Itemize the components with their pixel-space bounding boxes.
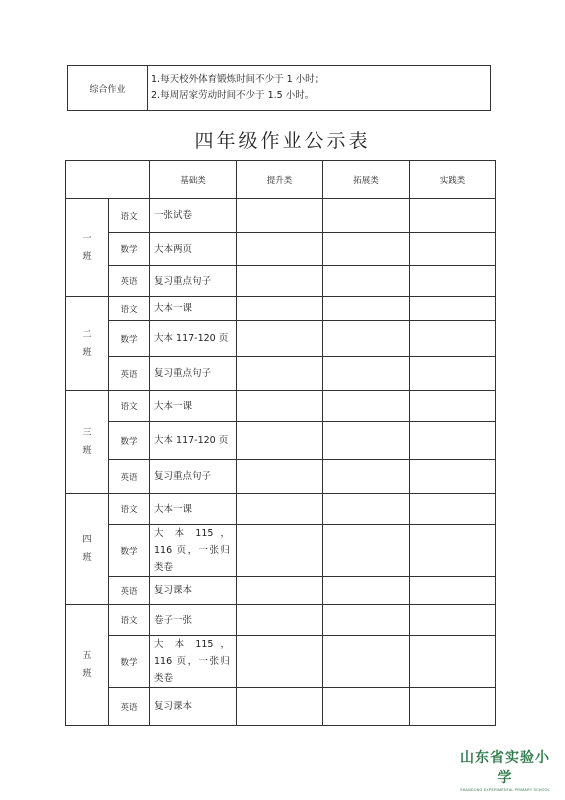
improve-homework-cell: [237, 297, 323, 321]
header-cell: 基础类: [150, 161, 237, 199]
header-row: [66, 161, 496, 199]
basic-homework-cell: 大 本 115 ， 116 页，一张归类卷: [150, 636, 237, 688]
practice-homework-cell: [410, 422, 496, 460]
practice-homework-cell: [410, 688, 496, 726]
extend-homework-cell: [323, 494, 410, 525]
table-row: [66, 636, 496, 688]
table-row: [66, 422, 496, 460]
subject-cell: 语文: [109, 297, 150, 321]
improve-homework-cell: [237, 199, 323, 233]
extend-homework-cell: [323, 233, 410, 266]
table-row: [66, 391, 496, 422]
improve-homework-cell: [237, 422, 323, 460]
practice-homework-cell: [410, 199, 496, 233]
school-name-cn: 山东省实验小学: [460, 750, 550, 786]
basic-homework-cell: 大本 117-120 页: [150, 422, 237, 460]
practice-homework-cell: [410, 577, 496, 605]
improve-homework-cell: [237, 525, 323, 577]
extend-homework-cell: [323, 357, 410, 391]
basic-homework-cell: 卷子一张: [150, 605, 237, 636]
basic-homework-cell: 大本一课: [150, 391, 237, 422]
subject-cell: 数学: [109, 422, 150, 460]
subject-cell: 英语: [109, 577, 150, 605]
basic-homework-cell: 一张试卷: [150, 199, 237, 233]
improve-homework-cell: [237, 688, 323, 726]
subject-cell: 数学: [109, 525, 150, 577]
improve-homework-cell: [237, 233, 323, 266]
extend-homework-cell: [323, 636, 410, 688]
basic-homework-cell: 大本一课: [150, 494, 237, 525]
header-corner: [66, 161, 150, 199]
practice-homework-cell: [410, 297, 496, 321]
subject-cell: 数学: [109, 233, 150, 266]
class-name: 一 班: [66, 199, 109, 297]
practice-homework-cell: [410, 233, 496, 266]
practice-homework-cell: [410, 460, 496, 494]
subject-cell: 语文: [109, 605, 150, 636]
improve-homework-cell: [237, 460, 323, 494]
basic-homework-cell: 大 本 115 ， 116 页，一张归类卷: [150, 525, 237, 577]
practice-homework-cell: [410, 636, 496, 688]
table-row: [66, 460, 496, 494]
extend-homework-cell: [323, 525, 410, 577]
practice-homework-cell: [410, 494, 496, 525]
basic-homework-cell: 大本两页: [150, 233, 237, 266]
extend-homework-cell: [323, 266, 410, 297]
extend-homework-cell: [323, 297, 410, 321]
school-name-en: SHANDONG EXPERIMENTAL PRIMARY SCHOOL: [460, 788, 550, 792]
table-row: [66, 297, 496, 321]
practice-homework-cell: [410, 525, 496, 577]
extend-homework-cell: [323, 391, 410, 422]
subject-cell: 数学: [109, 321, 150, 357]
subject-cell: 语文: [109, 494, 150, 525]
subject-cell: 语文: [109, 199, 150, 233]
table-row: [66, 605, 496, 636]
table-row: [66, 321, 496, 357]
table-row: [66, 494, 496, 525]
header-cell: 实践类: [410, 161, 496, 199]
comprehensive-homework-content: [148, 66, 491, 111]
subject-cell: 英语: [109, 266, 150, 297]
extend-homework-cell: [323, 605, 410, 636]
homework-table: [65, 160, 496, 726]
class-name: 二 班: [66, 297, 109, 391]
improve-homework-cell: [237, 321, 323, 357]
header-cell: 拓展类: [323, 161, 410, 199]
table-row: [66, 577, 496, 605]
subject-cell: 语文: [109, 391, 150, 422]
page-title: 四年级作业公示表: [194, 130, 371, 152]
class-name: 三 班: [66, 391, 109, 494]
improve-homework-cell: [237, 357, 323, 391]
basic-homework-cell: 复习课本: [150, 577, 237, 605]
school-logo: [455, 747, 555, 792]
improve-homework-cell: [237, 577, 323, 605]
extend-homework-cell: [323, 577, 410, 605]
basic-homework-cell: 大本一课: [150, 297, 237, 321]
table-row: [66, 525, 496, 577]
improve-homework-cell: [237, 494, 323, 525]
class-name: 四 班: [66, 494, 109, 605]
practice-homework-cell: [410, 266, 496, 297]
header-cell: 提升类: [237, 161, 323, 199]
improve-homework-cell: [237, 605, 323, 636]
basic-homework-cell: 复习重点句子: [150, 460, 237, 494]
basic-homework-cell: 大本 117-120 页: [150, 321, 237, 357]
subject-cell: 英语: [109, 688, 150, 726]
extend-homework-cell: [323, 422, 410, 460]
practice-homework-cell: [410, 605, 496, 636]
extend-homework-cell: [323, 321, 410, 357]
extend-homework-cell: [323, 199, 410, 233]
subject-cell: 数学: [109, 636, 150, 688]
extend-homework-cell: [323, 460, 410, 494]
table-row: [66, 357, 496, 391]
basic-homework-cell: 复习重点句子: [150, 357, 237, 391]
comprehensive-line-1: 1.每天校外体育锻炼时间不少于 1 小时；: [151, 74, 325, 85]
practice-homework-cell: [410, 321, 496, 357]
subject-cell: 英语: [109, 460, 150, 494]
extend-homework-cell: [323, 688, 410, 726]
table-row: [66, 266, 496, 297]
comprehensive-line-2: 2.每周居家劳动时间不少于 1.5 小时。: [151, 90, 315, 101]
table-row: [66, 688, 496, 726]
subject-cell: 英语: [109, 357, 150, 391]
practice-homework-cell: [410, 357, 496, 391]
table-row: [66, 199, 496, 233]
improve-homework-cell: [237, 391, 323, 422]
improve-homework-cell: [237, 266, 323, 297]
practice-homework-cell: [410, 391, 496, 422]
basic-homework-cell: 复习重点句子: [150, 266, 237, 297]
improve-homework-cell: [237, 636, 323, 688]
table-row: [66, 233, 496, 266]
basic-homework-cell: 复习课本: [150, 688, 237, 726]
comprehensive-homework-table: [67, 65, 491, 111]
comprehensive-homework-label: 综合作业: [68, 66, 148, 111]
class-name: 五 班: [66, 605, 109, 726]
